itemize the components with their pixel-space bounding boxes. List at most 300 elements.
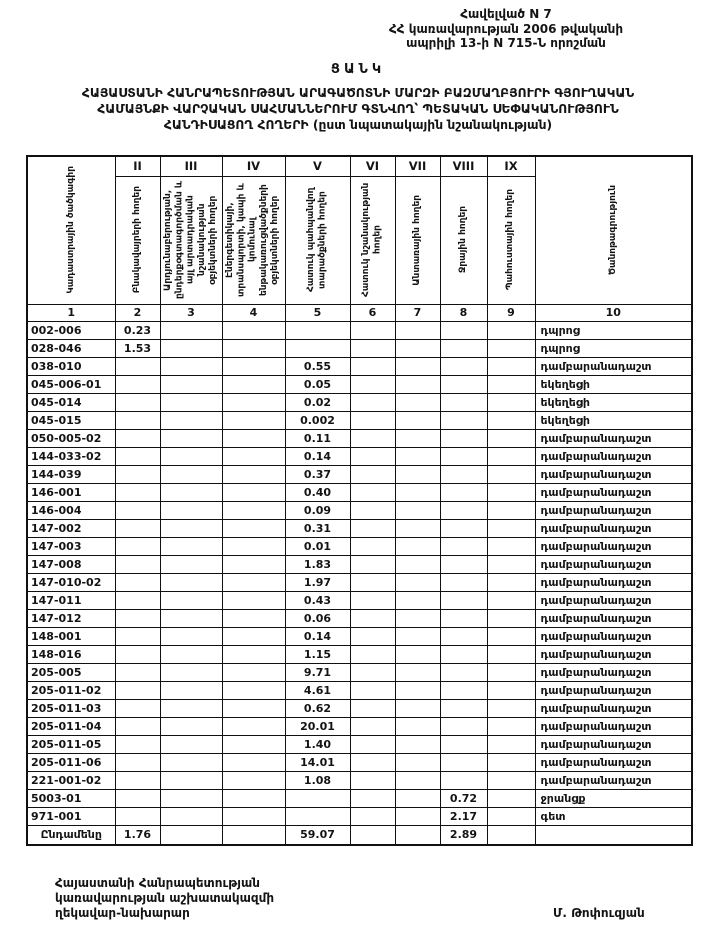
- area-value-cell: [395, 555, 440, 573]
- area-value-cell: [160, 447, 222, 465]
- area-value-cell: [160, 555, 222, 573]
- cadastral-code-cell: 147-010-02: [27, 573, 115, 591]
- area-value-cell: [395, 573, 440, 591]
- area-value-cell: [440, 393, 487, 411]
- area-value-cell: [395, 519, 440, 537]
- table-row: [27, 645, 692, 663]
- area-value-cell: [440, 771, 487, 789]
- area-value-cell: [350, 609, 395, 627]
- area-value-cell: [487, 501, 535, 519]
- area-value-cell: [115, 591, 160, 609]
- area-value-cell: [440, 375, 487, 393]
- title-line: ՀԱՅԱՍՏԱՆԻ ՀԱՆՐԱՊԵՏՈՒԹՅԱՆ ԱՐԱԳԱԾՈՏՆԻ ՄԱՐԶԻ ԲԱԶՄԱՂԲՅՈՒՐԻ ԳՅՈՒՂԱԿԱՆ: [81, 86, 635, 100]
- area-value-cell: [115, 645, 160, 663]
- area-value-cell: 2.89: [440, 825, 487, 845]
- area-value-cell: [160, 501, 222, 519]
- area-value-cell: [440, 591, 487, 609]
- area-value-cell: 1.08: [285, 771, 350, 789]
- area-value-cell: [222, 627, 285, 645]
- area-value-cell: 1.76: [115, 825, 160, 845]
- signatory-title-block: [55, 876, 274, 921]
- area-value-cell: 0.14: [285, 627, 350, 645]
- area-value-cell: [222, 555, 285, 573]
- note-cell: դամբարանադաշտ: [535, 573, 692, 591]
- cadastral-code-cell: 146-004: [27, 501, 115, 519]
- cadastral-code-cell: 148-016: [27, 645, 115, 663]
- note-cell: դամբարանադաշտ: [535, 663, 692, 681]
- signatory-name: Մ. Թոփուզյան: [553, 906, 645, 920]
- note-cell: դպրոց: [535, 321, 692, 339]
- area-value-cell: [222, 483, 285, 501]
- note-cell: եկեղեցի: [535, 375, 692, 393]
- area-value-cell: [115, 771, 160, 789]
- area-value-cell: [487, 825, 535, 845]
- area-value-cell: 1.97: [285, 573, 350, 591]
- area-value-cell: [487, 483, 535, 501]
- column-number: 3: [160, 304, 222, 321]
- cadastral-code-cell: 045-006-01: [27, 375, 115, 393]
- column-header-notes: [535, 156, 692, 304]
- area-value-cell: [395, 627, 440, 645]
- area-value-cell: [487, 357, 535, 375]
- column-header-label: Անտառային հողեր: [411, 194, 422, 286]
- table-row: [27, 753, 692, 771]
- area-value-cell: [440, 465, 487, 483]
- area-value-cell: [160, 609, 222, 627]
- area-value-cell: [222, 681, 285, 699]
- area-value-cell: [222, 573, 285, 591]
- column-header-forest-lands: [395, 176, 440, 304]
- area-value-cell: [395, 825, 440, 845]
- area-value-cell: 0.11: [285, 429, 350, 447]
- area-value-cell: [350, 483, 395, 501]
- area-value-cell: 0.43: [285, 591, 350, 609]
- area-value-cell: [160, 627, 222, 645]
- area-value-cell: [487, 699, 535, 717]
- area-value-cell: 20.01: [285, 717, 350, 735]
- area-value-cell: [350, 411, 395, 429]
- area-value-cell: [487, 393, 535, 411]
- document-title: ՑԱՆԿ: [330, 62, 386, 77]
- area-value-cell: [115, 465, 160, 483]
- column-header-industrial-lands: [160, 176, 222, 304]
- area-value-cell: [222, 771, 285, 789]
- area-value-cell: [350, 591, 395, 609]
- title-line: ՀԱՆԴԻՍԱՑՈՂ ՀՈՂԵՐԻ (ըստ նպատակային նշանակության): [163, 118, 553, 132]
- area-value-cell: 1.15: [285, 645, 350, 663]
- table-row: [27, 735, 692, 753]
- area-value-cell: [115, 753, 160, 771]
- area-value-cell: [440, 483, 487, 501]
- area-value-cell: [115, 699, 160, 717]
- note-cell: դամբարանադաշտ: [535, 447, 692, 465]
- area-value-cell: [487, 753, 535, 771]
- land-table: [26, 155, 693, 846]
- area-value-cell: [115, 789, 160, 807]
- table-row: [27, 501, 692, 519]
- appendix-line: ՀՀ կառավարության 2006 թվականի: [388, 21, 624, 36]
- area-value-cell: [350, 375, 395, 393]
- area-value-cell: [115, 717, 160, 735]
- roman-numeral: VII: [395, 156, 440, 176]
- area-value-cell: [487, 591, 535, 609]
- area-value-cell: [115, 357, 160, 375]
- area-value-cell: [222, 447, 285, 465]
- area-value-cell: [115, 411, 160, 429]
- note-cell: դամբարանադաշտ: [535, 645, 692, 663]
- area-value-cell: 0.002: [285, 411, 350, 429]
- area-value-cell: [395, 447, 440, 465]
- cadastral-code-cell: 038-010: [27, 357, 115, 375]
- area-value-cell: [350, 429, 395, 447]
- area-value-cell: [440, 339, 487, 357]
- area-value-cell: [160, 519, 222, 537]
- area-value-cell: 14.01: [285, 753, 350, 771]
- area-value-cell: [350, 663, 395, 681]
- cadastral-code-cell: 205-011-02: [27, 681, 115, 699]
- cadastral-code-cell: 045-014: [27, 393, 115, 411]
- area-value-cell: [440, 735, 487, 753]
- area-value-cell: [395, 699, 440, 717]
- area-value-cell: [395, 663, 440, 681]
- area-value-cell: [160, 663, 222, 681]
- table-row: [27, 321, 692, 339]
- area-value-cell: [160, 393, 222, 411]
- area-value-cell: [440, 699, 487, 717]
- area-value-cell: [222, 339, 285, 357]
- column-header-reserve-lands: [487, 176, 535, 304]
- area-value-cell: [222, 321, 285, 339]
- cadastral-code-cell: 050-005-02: [27, 429, 115, 447]
- area-value-cell: [160, 771, 222, 789]
- area-value-cell: [160, 699, 222, 717]
- area-value-cell: [440, 753, 487, 771]
- area-value-cell: [395, 483, 440, 501]
- area-value-cell: [350, 771, 395, 789]
- area-value-cell: [160, 753, 222, 771]
- area-value-cell: [487, 807, 535, 825]
- area-value-cell: [395, 411, 440, 429]
- area-value-cell: [440, 717, 487, 735]
- area-value-cell: 0.55: [285, 357, 350, 375]
- cadastral-code-cell: 221-001-02: [27, 771, 115, 789]
- area-value-cell: [350, 339, 395, 357]
- area-value-cell: [222, 717, 285, 735]
- area-value-cell: 2.17: [440, 807, 487, 825]
- area-value-cell: 4.61: [285, 681, 350, 699]
- area-value-cell: [395, 375, 440, 393]
- roman-numeral: IX: [487, 156, 535, 176]
- area-value-cell: [350, 699, 395, 717]
- column-number: 2: [115, 304, 160, 321]
- column-header-label: Բնակավայրերի հողեր: [131, 186, 142, 294]
- area-value-cell: [487, 465, 535, 483]
- area-value-cell: 0.40: [285, 483, 350, 501]
- cadastral-code-cell: 205-011-06: [27, 753, 115, 771]
- table-row: [27, 411, 692, 429]
- cadastral-code-cell: 147-003: [27, 537, 115, 555]
- area-value-cell: [395, 501, 440, 519]
- table-row: [27, 699, 692, 717]
- area-value-cell: [395, 393, 440, 411]
- cadastral-code-cell: 144-039: [27, 465, 115, 483]
- area-value-cell: [350, 645, 395, 663]
- area-value-cell: [487, 717, 535, 735]
- area-value-cell: [350, 825, 395, 845]
- area-value-cell: [115, 735, 160, 753]
- column-number: 4: [222, 304, 285, 321]
- cadastral-code-cell: 028-046: [27, 339, 115, 357]
- table-row: [27, 375, 692, 393]
- area-value-cell: [222, 663, 285, 681]
- area-value-cell: [440, 609, 487, 627]
- column-header-water-lands: [440, 176, 487, 304]
- area-value-cell: [487, 645, 535, 663]
- area-value-cell: [487, 573, 535, 591]
- cadastral-code-cell: 205-011-05: [27, 735, 115, 753]
- column-number: 1: [27, 304, 115, 321]
- column-header-label: Հատուկ նշանակության հողեր: [361, 182, 383, 298]
- area-value-cell: [487, 735, 535, 753]
- area-value-cell: [440, 519, 487, 537]
- area-value-cell: [440, 357, 487, 375]
- area-value-cell: [440, 681, 487, 699]
- area-value-cell: [487, 555, 535, 573]
- appendix-line: Հավելված N 7: [460, 7, 552, 21]
- column-header-label: Կադաստրային ծածկագիր: [65, 166, 76, 295]
- area-value-cell: 1.83: [285, 555, 350, 573]
- area-value-cell: [440, 501, 487, 519]
- area-value-cell: [160, 789, 222, 807]
- area-value-cell: [160, 681, 222, 699]
- area-value-cell: 0.37: [285, 465, 350, 483]
- title-line: ՀԱՄԱՅՆՔԻ ՎԱՐՉԱԿԱՆ ՍԱՀՄԱՆՆԵՐՈՒՄ ԳՏՆՎՈՂ՝ ՊԵՏԱԿԱՆ ՍԵՓԱԿԱՆՈՒԹՅՈՒՆ: [97, 102, 619, 116]
- area-value-cell: [487, 339, 535, 357]
- area-value-cell: [395, 771, 440, 789]
- area-value-cell: [222, 429, 285, 447]
- area-value-cell: [395, 429, 440, 447]
- area-value-cell: [350, 735, 395, 753]
- area-value-cell: [160, 321, 222, 339]
- column-header-cadastral-code: [27, 156, 115, 304]
- area-value-cell: [440, 645, 487, 663]
- area-value-cell: [160, 735, 222, 753]
- area-value-cell: [222, 591, 285, 609]
- note-cell: եկեղեցի: [535, 411, 692, 429]
- area-value-cell: 0.05: [285, 375, 350, 393]
- area-value-cell: [440, 573, 487, 591]
- area-value-cell: [487, 627, 535, 645]
- area-value-cell: [222, 537, 285, 555]
- area-value-cell: [350, 555, 395, 573]
- area-value-cell: [115, 609, 160, 627]
- area-value-cell: [395, 465, 440, 483]
- area-value-cell: [285, 321, 350, 339]
- area-value-cell: [487, 663, 535, 681]
- area-value-cell: [350, 501, 395, 519]
- area-value-cell: [115, 627, 160, 645]
- area-value-cell: [350, 357, 395, 375]
- area-value-cell: [440, 627, 487, 645]
- table-row: [27, 483, 692, 501]
- area-value-cell: [487, 429, 535, 447]
- cadastral-code-cell: 148-001: [27, 627, 115, 645]
- table-row: [27, 807, 692, 825]
- column-number: 8: [440, 304, 487, 321]
- column-number: 9: [487, 304, 535, 321]
- column-number: 5: [285, 304, 350, 321]
- cadastral-code-cell: 147-011: [27, 591, 115, 609]
- note-cell: եկեղեցի: [535, 393, 692, 411]
- area-value-cell: [350, 717, 395, 735]
- roman-numeral: VIII: [440, 156, 487, 176]
- area-value-cell: [160, 357, 222, 375]
- area-value-cell: 0.31: [285, 519, 350, 537]
- note-cell: դամբարանադաշտ: [535, 735, 692, 753]
- area-value-cell: [222, 789, 285, 807]
- area-value-cell: [160, 375, 222, 393]
- table-row: [27, 519, 692, 537]
- area-value-cell: [395, 717, 440, 735]
- area-value-cell: [395, 357, 440, 375]
- cadastral-code-cell: 971-001: [27, 807, 115, 825]
- area-value-cell: [350, 447, 395, 465]
- area-value-cell: [395, 609, 440, 627]
- note-cell: դամբարանադաշտ: [535, 537, 692, 555]
- note-cell: դամբարանադաշտ: [535, 591, 692, 609]
- area-value-cell: [487, 519, 535, 537]
- area-value-cell: [222, 393, 285, 411]
- area-value-cell: [222, 411, 285, 429]
- area-value-cell: [440, 447, 487, 465]
- area-value-cell: [160, 339, 222, 357]
- note-cell: դամբարանադաշտ: [535, 699, 692, 717]
- note-cell: դամբարանադաշտ: [535, 483, 692, 501]
- cadastral-code-cell: 045-015: [27, 411, 115, 429]
- total-row: [27, 825, 692, 845]
- area-value-cell: [115, 375, 160, 393]
- note-cell: դամբարանադաշտ: [535, 555, 692, 573]
- area-value-cell: [115, 681, 160, 699]
- area-value-cell: [160, 429, 222, 447]
- table-body: [27, 321, 692, 845]
- area-value-cell: [115, 519, 160, 537]
- area-value-cell: [487, 771, 535, 789]
- roman-numeral: V: [285, 156, 350, 176]
- area-value-cell: [395, 735, 440, 753]
- area-value-cell: [440, 321, 487, 339]
- column-number: 6: [350, 304, 395, 321]
- cadastral-code-cell: 147-012: [27, 609, 115, 627]
- area-value-cell: [487, 411, 535, 429]
- area-value-cell: 0.62: [285, 699, 350, 717]
- column-number: 7: [395, 304, 440, 321]
- note-cell: դամբարանադաշտ: [535, 627, 692, 645]
- area-value-cell: [285, 339, 350, 357]
- table-row: [27, 429, 692, 447]
- note-cell: դամբարանադաշտ: [535, 753, 692, 771]
- cadastral-code-cell: 205-011-03: [27, 699, 115, 717]
- table-row: [27, 573, 692, 591]
- note-cell: գետ: [535, 807, 692, 825]
- area-value-cell: 59.07: [285, 825, 350, 845]
- area-value-cell: [487, 789, 535, 807]
- area-value-cell: 0.23: [115, 321, 160, 339]
- area-value-cell: [160, 807, 222, 825]
- signatory-title-line: ղեկավար-նախարար: [55, 906, 190, 920]
- table-row: [27, 681, 692, 699]
- area-value-cell: 0.09: [285, 501, 350, 519]
- area-value-cell: [395, 537, 440, 555]
- area-value-cell: [160, 537, 222, 555]
- area-value-cell: 0.14: [285, 447, 350, 465]
- area-value-cell: [395, 681, 440, 699]
- area-value-cell: [440, 537, 487, 555]
- area-value-cell: [350, 681, 395, 699]
- area-value-cell: [395, 789, 440, 807]
- area-value-cell: [160, 465, 222, 483]
- area-value-cell: [160, 825, 222, 845]
- note-cell: դամբարանադաշտ: [535, 501, 692, 519]
- area-value-cell: [440, 411, 487, 429]
- column-header-label: Արդյունաբերության, ընդերքօգտագործման և այլ արտադրական նշանակության օբյեկտների հողեր: [162, 180, 218, 300]
- area-value-cell: [115, 663, 160, 681]
- area-value-cell: [115, 483, 160, 501]
- cadastral-code-cell: 146-001: [27, 483, 115, 501]
- column-header-protected-lands: [285, 176, 350, 304]
- note-cell: դամբարանադաշտ: [535, 519, 692, 537]
- area-value-cell: [222, 357, 285, 375]
- area-value-cell: [395, 807, 440, 825]
- area-value-cell: [115, 447, 160, 465]
- area-value-cell: [487, 321, 535, 339]
- table-row: [27, 357, 692, 375]
- table-row: [27, 717, 692, 735]
- area-value-cell: [487, 609, 535, 627]
- note-cell: դամբարանադաշտ: [535, 681, 692, 699]
- total-label-cell: Ընդամենը: [27, 825, 115, 845]
- table-row: [27, 789, 692, 807]
- area-value-cell: [440, 555, 487, 573]
- note-cell: դամբարանադաշտ: [535, 465, 692, 483]
- area-value-cell: [350, 321, 395, 339]
- table-row: [27, 393, 692, 411]
- area-value-cell: [487, 447, 535, 465]
- column-number-row: [27, 304, 692, 321]
- area-value-cell: [350, 627, 395, 645]
- area-value-cell: [222, 825, 285, 845]
- column-header-label: Էներգետիկայի, տրանսպորտի, կապի և կոմունալ ենթակառուցվածքների օբյեկտների հողեր: [225, 183, 281, 297]
- area-value-cell: 0.06: [285, 609, 350, 627]
- area-value-cell: [115, 573, 160, 591]
- table-row: [27, 339, 692, 357]
- column-header-label: Ծանոթագրություն: [607, 185, 618, 276]
- note-cell: դամբարանադաշտ: [535, 609, 692, 627]
- cadastral-code-cell: 5003-01: [27, 789, 115, 807]
- area-value-cell: [350, 753, 395, 771]
- area-value-cell: [222, 807, 285, 825]
- document-title-block: [0, 62, 716, 133]
- cadastral-code-cell: 147-008: [27, 555, 115, 573]
- area-value-cell: [160, 411, 222, 429]
- area-value-cell: [115, 537, 160, 555]
- area-value-cell: 1.53: [115, 339, 160, 357]
- area-value-cell: [395, 645, 440, 663]
- table-row: [27, 771, 692, 789]
- area-value-cell: [222, 501, 285, 519]
- area-value-cell: [160, 483, 222, 501]
- appendix-line: ապրիլի 13-ի N 715-Ն որոշման: [406, 36, 606, 50]
